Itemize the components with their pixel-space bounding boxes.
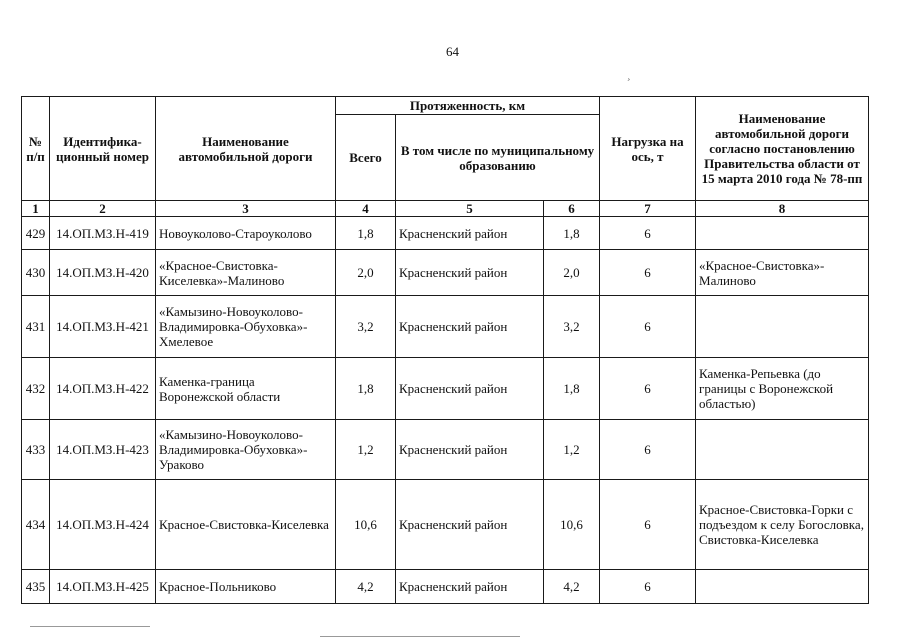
row-number: 429: [22, 217, 50, 250]
header-axle-load: Нагрузка на ось, т: [600, 97, 696, 201]
district: Красненский район: [396, 420, 544, 480]
axle-load: 6: [600, 570, 696, 604]
axle-load: 6: [600, 358, 696, 420]
header-num: № п/п: [22, 97, 50, 201]
table-row: [22, 296, 869, 358]
road-name: «Красное-Свистовка-Киселевка»-Малиново: [156, 250, 336, 296]
district-length: 3,2: [544, 296, 600, 358]
roads-table: [21, 96, 869, 604]
road-id: 14.ОП.МЗ.Н-420: [50, 250, 156, 296]
district: Красненский район: [396, 296, 544, 358]
road-id: 14.ОП.МЗ.Н-419: [50, 217, 156, 250]
district: Красненский район: [396, 250, 544, 296]
district: Красненский район: [396, 570, 544, 604]
header-length: Протяженность, км: [336, 97, 600, 115]
axle-load: 6: [600, 420, 696, 480]
column-number: 5: [396, 201, 544, 217]
page-number: 64: [446, 44, 459, 59]
road-name: «Камызино-Новоуколово-Владимировка-Обуховка»-Ураково: [156, 420, 336, 480]
scan-artifact: ¸: [627, 70, 631, 81]
table-row: [22, 358, 869, 420]
decree-name: Каменка-Репьевка (до границы с Воронежской областью): [696, 358, 869, 420]
axle-load: 6: [600, 296, 696, 358]
district-length: 1,8: [544, 217, 600, 250]
row-number: 434: [22, 480, 50, 570]
road-id: 14.ОП.МЗ.Н-424: [50, 480, 156, 570]
road-name: Красное-Свистовка-Киселевка: [156, 480, 336, 570]
table-row: [22, 250, 869, 296]
column-number: 3: [156, 201, 336, 217]
length-total: 2,0: [336, 250, 396, 296]
axle-load: 6: [600, 480, 696, 570]
decree-name: [696, 570, 869, 604]
header-id: Идентифика-ционный номер: [50, 97, 156, 201]
district: Красненский район: [396, 480, 544, 570]
length-total: 1,2: [336, 420, 396, 480]
axle-load: 6: [600, 250, 696, 296]
column-number: 8: [696, 201, 869, 217]
column-number: 1: [22, 201, 50, 217]
table-row: [22, 480, 869, 570]
header-decree-name: Наименование автомобильной дороги согласно постановлению Правительства области от 15 марта 2010 года № 78-пп: [696, 97, 869, 201]
table-row: [22, 570, 869, 604]
column-number: 7: [600, 201, 696, 217]
decree-name: Красное-Свистовка-Горки с подъездом к селу Богословка, Свистовка-Киселевка: [696, 480, 869, 570]
column-number: 6: [544, 201, 600, 217]
row-number: 432: [22, 358, 50, 420]
road-name: Красное-Польниково: [156, 570, 336, 604]
table-row: [22, 217, 869, 250]
row-number: 433: [22, 420, 50, 480]
decree-name: [696, 217, 869, 250]
header-road-name: Наименование автомобильной дороги: [156, 97, 336, 201]
header-municipal: В том числе по муниципальному образованию: [396, 115, 600, 201]
road-id: 14.ОП.МЗ.Н-425: [50, 570, 156, 604]
district-length: 10,6: [544, 480, 600, 570]
row-number: 435: [22, 570, 50, 604]
axle-load: 6: [600, 217, 696, 250]
decree-name: [696, 296, 869, 358]
district-length: 1,8: [544, 358, 600, 420]
district: Красненский район: [396, 358, 544, 420]
road-id: 14.ОП.МЗ.Н-422: [50, 358, 156, 420]
district-length: 1,2: [544, 420, 600, 480]
scan-artifact-line: [320, 636, 520, 637]
district-length: 4,2: [544, 570, 600, 604]
table-row: [22, 420, 869, 480]
road-id: 14.ОП.МЗ.Н-423: [50, 420, 156, 480]
district-length: 2,0: [544, 250, 600, 296]
column-number: 2: [50, 201, 156, 217]
road-id: 14.ОП.МЗ.Н-421: [50, 296, 156, 358]
decree-name: «Красное-Свистовка»-Малиново: [696, 250, 869, 296]
scan-artifact-line: [30, 626, 150, 627]
road-name: Новоуколово-Староуколово: [156, 217, 336, 250]
decree-name: [696, 420, 869, 480]
row-number: 431: [22, 296, 50, 358]
length-total: 4,2: [336, 570, 396, 604]
length-total: 10,6: [336, 480, 396, 570]
road-name: Каменка-граница Воронежской области: [156, 358, 336, 420]
road-name: «Камызино-Новоуколово-Владимировка-Обуховка»-Хмелевое: [156, 296, 336, 358]
length-total: 1,8: [336, 358, 396, 420]
district: Красненский район: [396, 217, 544, 250]
column-number: 4: [336, 201, 396, 217]
row-number: 430: [22, 250, 50, 296]
header-total: Всего: [336, 115, 396, 201]
length-total: 1,8: [336, 217, 396, 250]
length-total: 3,2: [336, 296, 396, 358]
